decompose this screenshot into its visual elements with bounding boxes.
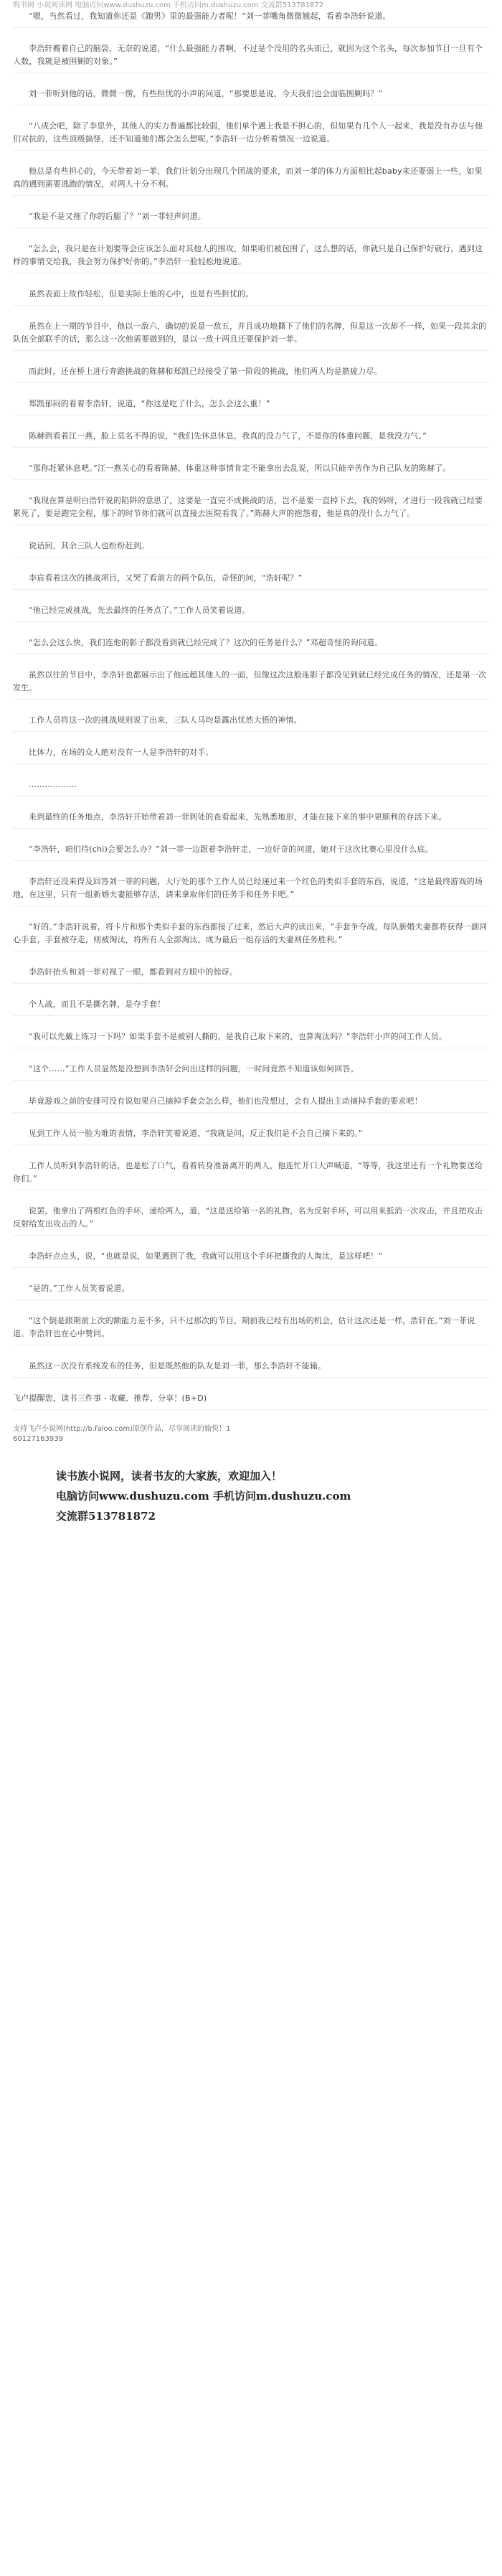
paragraph: “这个倒是跟期前上次的额能力差不多，只不过那次的节目，期前我已经有出场的机会，估计这次还是一样，浩轩在。”刘一菲说道。李浩轩也在心中赞同。 [13,1315,489,1345]
page-header: 购书网 小说阅读网 电脑访问www.dushuzu.com 手机访问m.dushuzu.com 交流群513781872 [13,1,324,9]
paragraph: 李宸看着这次的挑战项目，又哭了看前方的两个队伍，奇怪的问，“浩轩呢？” [13,572,489,590]
source-footer [13,1424,489,1444]
paragraph: 李浩轩抬头和刘一菲对视了一眼，都看到对方眼中的惊讶。 [13,966,489,984]
reading-reminder: 飞卢提醒您，读书三件事 - 收藏、推荐、分享！(B+D) [13,1392,489,1410]
paragraph: “怎么会，我只是在计划要等会应该怎么面对其他人的围攻，如果咱们被包围了，这么想的话，你就只是自己保护好就行，遇到这样的事情交给我，我会努力保护好你的。”李浩轩一脸轻松地说道。 [13,243,489,273]
paragraph: “我可以先戴上练习一下吗？如果手套不是被别人撕的，是我自己取下来的，也算淘汰吗？”李浩轩小声的问工作人员。 [13,1030,489,1048]
paragraph: 他总是有些担心的，今天带着刘一菲，我们计划分出现几个团战的要求，而刘一菲的体力方面相比起baby来还要弱上一些，如果真的遇到需要逃跑的情况，对两人十分不利。 [13,165,489,196]
paragraph: 虽然表面上故作轻松，但是实际上他的心中，也是有些担忧的。 [13,288,489,306]
paragraph: 见到工作人员一脸为难的表情，李浩轩笑着说道，“我就是问，反正我们是不会自己摘下来的。” [13,1127,489,1145]
paragraph: 虽然以往的节目中，李浩轩也都展示出了他远超其他人的一面，但像这次这般连影子都没见到就已经完成任务的情况，还是第一次发生。 [13,669,489,700]
paragraph: “嗯，当然看过，我知道你还是《跑男》里的最强能力者呢！”刘一菲嘴角微微翘起，看着李浩轩说道。 [13,10,489,28]
paragraph: 虽然在上一期的节目中，他以一敌六，确切的说是一敌五，并且成功地撕下了他们的名牌，但是这一次却不一样，如果一段其余的队伍全部联手的话，那么这一次他需要做到的，是以一敌十两且还要保护刘一菲。 [13,320,489,351]
paragraph: 个人战，而且不是撕名牌，是夺手套！ [13,998,489,1016]
paragraph: 毕竟游戏之前的安排可没有说如果自己摘掉手套会怎么样，他们也没想过，会有人提出主动摘掉手套的要求吧！ [13,1095,489,1113]
paragraph: 虽然这一次没有系统发布的任务，但是既然他的队友是刘一菲，那么李浩轩不能输。 [13,1360,489,1378]
paragraph: “八成会吧，除了李思外，其他人的实力普遍都比较弱，他们单个遇上我是不担心的，但如果有几个人一起来，我是没有办法与他们对抗的，这些顶级搞怪，还不知道他们都会怎么想呢。”李浩轩一边分析着情况一边说道。 [13,120,489,151]
paragraph: 比体力，在场的众人绝对没有一人是李浩轩的对手。 [13,746,489,764]
paragraph: 刘一菲听到他的话，微微一愣，有些担忧的小声的问道，“那要思是说，今天我们也会面临围剿吗？” [13,88,489,105]
promo-urls: 电脑访问www.dushuzu.com 手机访问m.dushuzu.com [56,1490,351,1503]
paragraph: “我是不是又拖了你的后腿了？”刘一菲轻声问道。 [13,210,489,228]
paragraph: 而此时，还在桥上进行奔跑挑战的陈赫和郑凯已经接受了第一阶段的挑战，他们两人均是筋疲力尽。 [13,365,489,383]
paragraph: 李浩轩搬着自己的脑袋，无奈的说道，“什么最强能力者啊，不过是个没用的名头而已，就因为这个名头，每次参加节目一旦有个人数，我就是被围剿的对象。” [13,42,489,73]
paragraph: “他已经完成挑战，先去最终的任务点了。”工作人员笑着说道。 [13,604,489,622]
paragraph: 工作人员听到李浩轩的话，也是松了口气，看着转身准备离开的两人，他连忙开口大声喊道，“等等，我这里还有一个礼物要送给你们。” [13,1160,489,1190]
source-id: 60127163939 [13,1435,63,1443]
paragraph: 说话间，其余三队人也纷纷赶到。 [13,540,489,558]
paragraph: “是的。”工作人员笑着说道。 [13,1282,489,1300]
paragraph: 李浩轩还没来得及回答刘一菲的问题，大厅处的那个工作人员已经递过来一个红色的类似手套的东西，说道，“这是最终游戏的场地，在这里，只有一组新婚夫妻能够存活，请来拿取你们的任务手和任务卡吧。” [13,875,489,906]
promo-slogan: 读书族小说网，读者书友的大家族，欢迎加入！ [56,1470,283,1482]
site-promo [56,1466,489,1526]
source-line: 支持飞卢小说网(http://b.faloo.com)原创作品，尽享阅读的愉悦！1 [13,1425,231,1433]
paragraph: “好的。”李浩轩说着，将卡片和那个类似手套的东西都接了过来，然后大声的读出来，“手套争夺战，每队新婚夫妻都将获得一副同心手套，手套被夺走，则被淘汰，将所有人全部淘汰，成为最后一组存活的夫妻则任务胜利。” [13,921,489,951]
paragraph: 郑凯郁闷的看着李浩轩，说道，“你这是吃了什么，怎么会这么重！” [13,398,489,415]
paragraph: 来到最终的任务地点，李浩轩开始带着刘一菲到处的查看起来，先熟悉地形，才能在接下来的事中更顺利的存活下来。 [13,811,489,829]
paragraph: 说罢，他拿出了两根红色的手环，递给两人，道，“这是送给第一名的礼物，名为反射手环，可以用来抵消一次攻击，并且把攻击反射给发出攻击的人。” [13,1205,489,1236]
promo-group: 交流群513781872 [56,1510,156,1523]
paragraph: 李浩轩点点头，说，“也就是说，如果遇到了我，我就可以用这个手环把撕我的人淘汰，是这样吧！” [13,1250,489,1268]
chapter-content [0,10,489,1526]
paragraph: “我现在算是明白浩轩说的陷阱的意思了，这要是一直完不成挑战的话，岂不是要一直掉下去，我的妈呀，才进行一段我就已经要累死了，要是跑完全程，那下的时节你们就可以直接去医院看我了。”陈赫大声的抱怨着，他是真的没什么力气了。 [13,494,489,525]
paragraph: “这个……”工作人员显然是没想到李浩轩会问出这样的问题，一时间竟然不知道该如何回答。 [13,1063,489,1081]
scene-break: ……………… [13,779,489,796]
paragraph: “怎么会这么快，我们连他的影子都没看到就已经完成了？这次的任务是什么？”邓超奇怪的询问道。 [13,636,489,654]
paragraph: “李浩轩，咱们待(chi)会要怎么办？”刘一菲一边跟着李浩轩走，一边好奇的问道，她对于这次比赛心里没什么底。 [13,843,489,861]
paragraph: 陈赫到看着江一燕，脸上莫名不得的说，“我们先休息休息，我真的没力气了，不是你的体重问题，是我没力气。” [13,430,489,448]
paragraph: “那你赶紧休息吧。”江一燕关心的看着陈赫，体重这种事情肯定不能拿出去乱说，所以只能辛苦作为自己队友的陈赫了。 [13,462,489,480]
paragraph: 工作人员将这一次的挑战规则说了出来，三队人马均是露出忧然大悟的神情。 [13,714,489,732]
